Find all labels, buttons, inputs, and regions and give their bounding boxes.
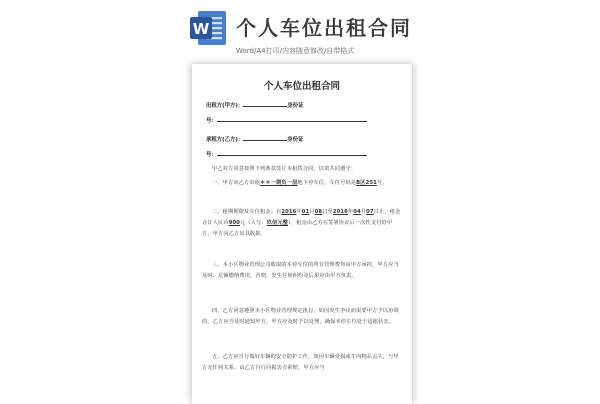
lessee-id-label: 身份证: [287, 137, 304, 143]
parking-number: B区251: [356, 180, 377, 186]
lessee-id-suffix: 号：: [206, 152, 217, 158]
lessee-name-blank: [243, 135, 287, 141]
word-icon-letter: W: [192, 20, 210, 38]
intro-paragraph: 甲乙双方同意按照下列条款签订本租赁合同，以资共同遵守：: [212, 166, 357, 172]
parking-location: ＊＊一期负一层: [260, 180, 298, 186]
document-page: [192, 64, 412, 404]
lessor-name-blank: [243, 101, 287, 107]
lessee-row: [206, 135, 303, 143]
lessor-row: [206, 101, 303, 109]
word-icon: [188, 8, 228, 48]
clause-3: 三、本小区物业管理公司收取的本停车位的所有管理费均由甲方承担，甲方应当及时、足额缴纳费用，否则，发生任何纠纷及后果应由甲方负责。: [202, 262, 399, 280]
rent-amount: 900: [228, 220, 240, 227]
banner: [188, 8, 418, 66]
clause-1: 一、甲方向乙方出租＊＊一期负一层地下停车位，车位号码是B区251号。: [212, 180, 388, 186]
lessee-id-row: [206, 150, 367, 158]
lessee-label: 承租方(乙方)：: [206, 137, 244, 143]
clause-4: 四、乙方同意遵照本小区物业管理规定执行，如因发生争议而需要甲方予以协调的，乙方应当及时通知甲方，甲方应及时予以处理，确保本停车位处于适租状态。: [202, 308, 399, 326]
clause-5: 五、乙方应自行做好车辆的安全防护工作，如因车辆受损或车内物品丢失，与甲方无任何关系，由乙方自行向损害方索赔，甲方应当: [202, 354, 399, 372]
lessor-id-suffix: 号：: [206, 118, 217, 124]
banner-title: 个人车位出租合同: [236, 16, 412, 40]
lessor-id-blank: [217, 116, 367, 122]
lessor-id-row: [206, 116, 367, 124]
rent-amount-chinese: 玖佰元整: [266, 220, 289, 227]
lessor-id-label: 身份证: [287, 103, 304, 109]
document-title: 个人车位出租合同: [263, 81, 340, 92]
banner-subtitle: Word/A4打印/内容随意修改/自带格式: [236, 47, 355, 55]
lessee-id-blank: [217, 150, 367, 156]
lessor-label: 出租方(甲方)：: [206, 103, 244, 109]
clause-2: 二、租期期限及车位租金：自2016年01月08日至2016年04月07日止，租金合计人民币900元（大写：玖佰元整），租金由乙方在签署协议后一次性支付给甲方，甲方向乙方出具收据。: [202, 209, 401, 238]
